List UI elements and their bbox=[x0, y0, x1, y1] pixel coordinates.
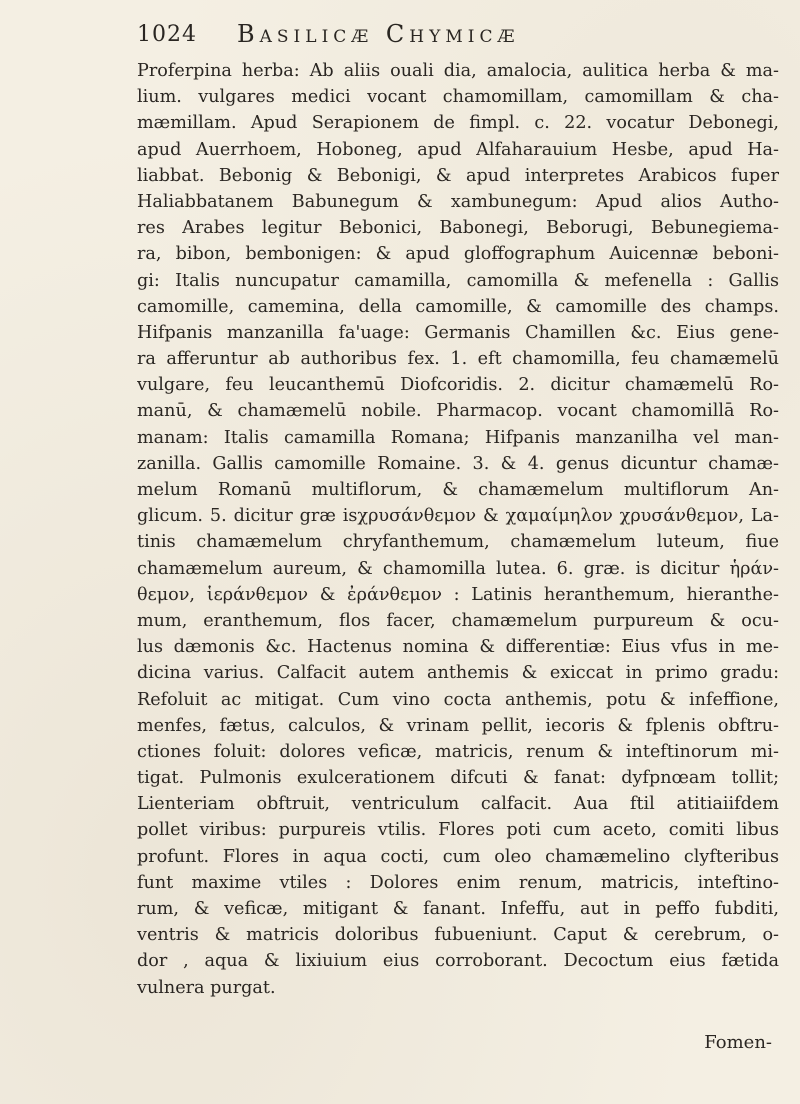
text-line: funt maxime vtiles : Dolores enim renum, matricis, inteftino- bbox=[137, 872, 779, 893]
text-line: menfes, fætus, calculos, & vrinam pellit, iecoris & fplenis obftru- bbox=[137, 715, 779, 736]
text-line: ventris & matricis doloribus fubueniunt. Caput & cerebrum, o- bbox=[137, 925, 779, 946]
text-line: ra afferuntur ab authoribus fex. 1. eft chamomilla, feu chamæmelū bbox=[137, 349, 779, 370]
text-line: Lienteriam obftruit, ventriculum calfacit. Aua ftil atitiaiifdem bbox=[137, 794, 779, 815]
text-line: θεμον, ἱεράνθεμον & ἐράνθεμον : Latinis heranthemum, hieranthe- bbox=[137, 584, 779, 605]
text-line: dicina varius. Calfacit autem anthemis & exiccat in primo gradu: bbox=[137, 663, 779, 684]
text-line: rum, & veficæ, mitigant & fanant. Infeffu, aut in peffo fubditi, bbox=[137, 899, 779, 919]
text-line: profunt. Flores in aqua cocti, cum oleo chamæmelino clyfteribus bbox=[137, 846, 779, 867]
body-text bbox=[137, 58, 779, 1001]
text-line: vulnera purgat. bbox=[137, 977, 276, 998]
page-header bbox=[137, 14, 760, 50]
text-line: chamæmelum aureum, & chamomilla lutea. 6. græ. is dicitur ἡράν- bbox=[137, 558, 779, 579]
text-line: ra, bibon, bembonigen: & apud gloffographum Auicennæ beboni- bbox=[137, 244, 779, 265]
text-line: manū, & chamæmelū nobile. Pharmacop. vocant chamomillā Ro- bbox=[137, 401, 779, 422]
text-line: glicum. 5. dicitur græ isχρυσάνθεμον & χαμαίμηλον χρυσάνθεμον, La- bbox=[137, 506, 779, 527]
text-line: res Arabes legitur Bebonici, Babonegi, Beborugi, Bebunegiema- bbox=[137, 218, 779, 239]
text-line: Refoluit ac mitigat. Cum vino cocta anthemis, potu & infeffione, bbox=[137, 689, 779, 710]
text-line: ctiones foluit: dolores veficæ, matricis, renum & inteftinorum mi- bbox=[137, 741, 779, 762]
text-line: Proferpina herba: Ab aliis ouali dia, amalocia, aulitica herba & ma- bbox=[137, 61, 779, 81]
text-line: vulgare, feu leucanthemū Diofcoridis. 2. dicitur chamæmelū Ro- bbox=[137, 375, 779, 396]
text-line: tinis chamæmelum chryfanthemum, chamæmelum luteum, fiue bbox=[137, 532, 779, 553]
text-line: melum Romanū multiflorum, & chamæmelum multiflorum An- bbox=[137, 480, 779, 500]
text-line: mæmillam. Apud Serapionem de fimpl. c. 22. vocatur Debonegi, bbox=[137, 113, 779, 134]
text-line: gi: Italis nuncupatur camamilla, camomilla & mefenella : Gallis bbox=[137, 270, 779, 291]
text-line: mum, eranthemum, flos facer, chamæmelum purpureum & ocu- bbox=[137, 610, 779, 631]
catchword: Fomen- bbox=[704, 1032, 772, 1053]
text-line: camomille, camemina, della camomille, & camomille des champs. bbox=[137, 296, 779, 317]
page-number: 1024 bbox=[137, 22, 197, 47]
text-line: manam: Italis camamilla Romana; Hifpanis manzanilha vel man- bbox=[137, 427, 779, 448]
text-line: apud Auerrhoem, Hoboneg, apud Alfaharauium Hesbe, apud Ha- bbox=[137, 139, 779, 160]
text-line: lium. vulgares medici vocant chamomillam, camomillam & cha- bbox=[137, 87, 779, 108]
text-line: liabbat. Bebonig & Bebonigi, & apud interpretes Arabicos fuper bbox=[137, 165, 779, 186]
text-line: Haliabbatanem Babunegum & xambunegum: Apud alios Autho- bbox=[137, 191, 779, 212]
text-line: dor , aqua & lixiuium eius corroborant. Decoctum eius fætida bbox=[137, 951, 779, 972]
text-line: tigat. Pulmonis exulcerationem difcuti & fanat: dyfpnœam tollit; bbox=[137, 768, 779, 789]
text-line: Hifpanis manzanilla fa'uage: Germanis Chamillen &c. Eius gene- bbox=[137, 322, 779, 343]
running-title: Basilicæ Chymicæ bbox=[237, 20, 520, 48]
text-line: pollet viribus: purpureis vtilis. Flores poti cum aceto, comiti libus bbox=[137, 820, 779, 841]
text-line: lus dæmonis &c. Hactenus nomina & differentiæ: Eius vfus in me- bbox=[137, 637, 779, 658]
text-line: zanilla. Gallis camomille Romaine. 3. & 4. genus dicuntur chamæ- bbox=[137, 453, 779, 474]
